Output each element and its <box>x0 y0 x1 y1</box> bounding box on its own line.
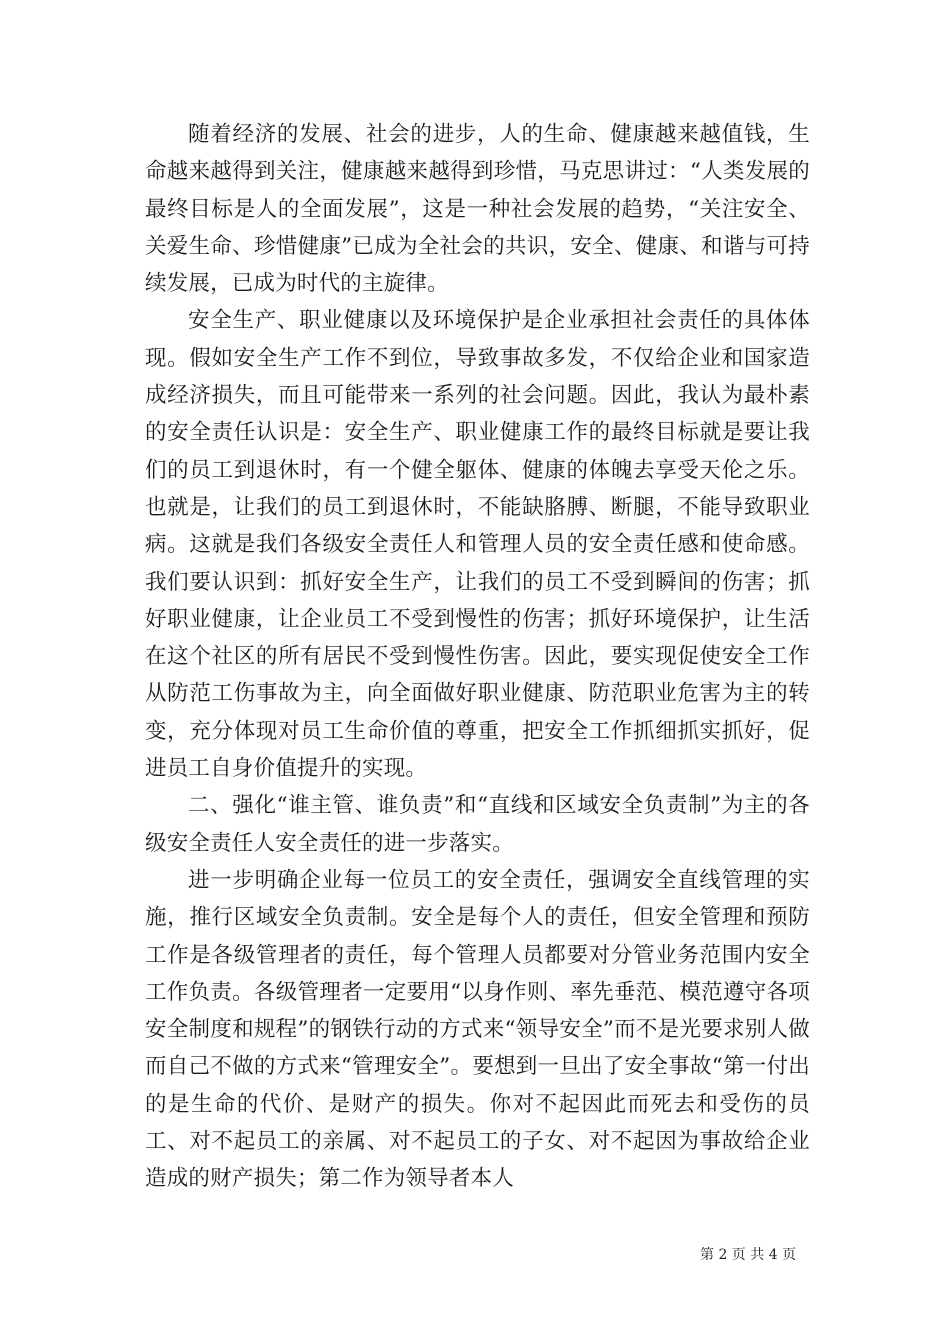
document-body <box>145 116 810 1198</box>
paragraph-1: 随着经济的发展、社会的进步，人的生命、健康越来越值钱，生命越来越得到关注，健康越来越得到珍惜，马克思讲过：“人类发展的最终目标是人的全面发展”，这是一种社会发展的趋势，“关注安全、关爱生命、珍惜健康”已成为全社会的共识，安全、健康、和谐与可持续发展，已成为时代的主旋律。 <box>145 122 810 297</box>
page-number: 第 2 页 共 4 页 <box>700 1247 797 1263</box>
paragraph-2: 安全生产、职业健康以及环境保护是企业承担社会责任的具体体现。假如安全生产工作不到位，导致事故多发，不仅给企业和国家造成经济损失，而且可能带来一系列的社会问题。因此，我认为最朴素的安全责任认识是：安全生产、职业健康工作的最终目标就是要让我们的员工到退休时，有一个健全躯体、健康的体魄去享受天伦之乐。也就是，让我们的员工到退休时，不能缺胳膊、断腿，不能导致职业病。这就是我们各级安全责任人和管理人员的安全责任感和使命感。我们要认识到：抓好安全生产，让我们的员工不受到瞬间的伤害；抓好职业健康，让企业员工不受到慢性的伤害；抓好环境保护，让生活在这个社区的所有居民不受到慢性伤害。因此，要实现促使安全工作从防范工伤事故为主，向全面做好职业健康、防范职业危害为主的转变，充分体现对员工生命价值的尊重，把安全工作抓细抓实抓好，促进员工自身价值提升的实现。 <box>145 308 810 782</box>
section-heading-2: 二、强化“谁主管、谁负责”和“直线和区域安全负责制”为主的各级安全责任人安全责任的进一步落实。 <box>145 793 810 856</box>
paragraph-3: 进一步明确企业每一位员工的安全责任，强调安全直线管理的实施，推行区域安全负责制。安全是每个人的责任，但安全管理和预防工作是各级管理者的责任，每个管理人员都要对分管业务范围内安全工作负责。各级管理者一定要用“以身作则、率先垂范、模范遵守各项安全制度和规程”的钢铁行动的方式来“领导安全”而不是光要求别人做而自己不做的方式来“管理安全”。要想到一旦出了安全事故“第一付出的是生命的代价、是财产的损失。你对不起因此而死去和受伤的员工、对不起员工的亲属、对不起员工的子女、对不起因为事故给企业造成的财产损失；第二作为领导者本人 <box>145 867 810 1192</box>
